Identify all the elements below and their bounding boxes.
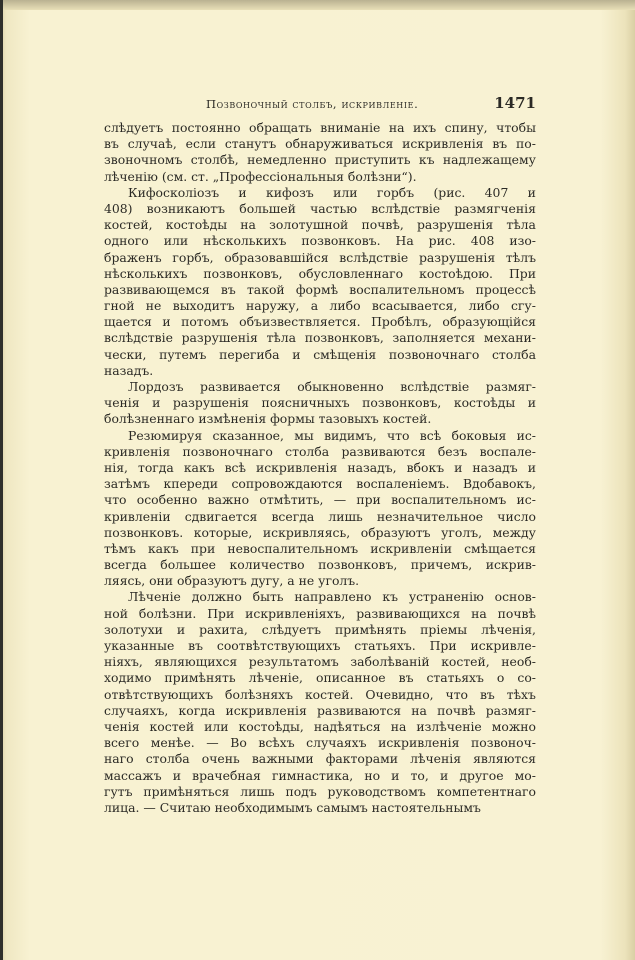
text-line: золотухи и рахита, слѣдуетъ примѣнять пріемы лѣченія, <box>104 621 536 637</box>
scan-top-edge <box>0 0 635 10</box>
text-line: ченія и разрушенія поясничныхъ позвонковъ, костоѣды и <box>104 395 536 411</box>
text-line: указанные въ соотвѣтствующихъ статьяхъ. При искривле- <box>104 638 536 653</box>
page-number: 1471 <box>494 94 536 112</box>
text-line: лѣченію (см. ст. „Профессіональныя болѣзни“). <box>104 168 417 184</box>
text-line: гутъ примѣняться лишь подъ руководствомъ компетентнаго <box>104 783 536 799</box>
text-line: ченія костей или костоѣды, надѣяться на излѣченіе можно <box>104 718 536 734</box>
text-line: 408) возникаютъ большей частью вслѣдствіе размягченія <box>104 200 536 216</box>
text-line: звоночномъ столбѣ, немедленно приступить къ надлежащему <box>104 152 536 168</box>
text-line: Кифосколіозъ и кифозъ или горбъ (рис. 407 и <box>128 184 536 200</box>
text-line: нѣсколькихъ позвонковъ, обусловленнаго костоѣдою. При <box>104 265 536 281</box>
text-line: Резюмируя сказанное, мы видимъ, что всѣ боковыя ис- <box>128 427 536 443</box>
article-body <box>104 120 536 816</box>
text-line: позвонковъ. которые, искривляясь, образуютъ уголъ, между <box>104 524 536 540</box>
text-line: ходимо примѣнять лѣченіе, описанное въ статьяхъ о со- <box>104 670 536 686</box>
scan-left-edge <box>0 0 3 960</box>
text-line: Лордозъ развивается обыкновенно вслѣдствіе размяг- <box>128 379 536 394</box>
text-line: Лѣченіе должно быть направлено къ устраненію основ- <box>128 589 536 605</box>
text-line: ніяхъ, являющихся результатомъ заболѣваній костей, необ- <box>104 654 536 670</box>
text-line: кривленіи сдвигается всегда лишь незначительное число <box>104 508 536 524</box>
text-line: затѣмъ кпереди сопровождаются воспаленіемъ. Вдобавокъ, <box>104 476 536 492</box>
text-line: чески, путемъ перегиба и смѣщенія позвоночнаго столба <box>104 346 536 362</box>
text-line: отвѣтствующихъ болѣзняхъ костей. Очевидно, что въ тѣхъ <box>104 686 536 702</box>
text-line: назадъ. <box>104 362 154 378</box>
text-line: наго столба очень важными факторами лѣченія являются <box>104 751 536 767</box>
text-line: гной не выходитъ наружу, а либо всасывается, либо сгу- <box>104 298 536 314</box>
text-line: тѣмъ какъ при невоспалительномъ искривленіи смѣщается <box>104 540 536 556</box>
text-line: массажъ и врачебная гимнастика, но и то, и другое мо- <box>104 767 536 783</box>
running-title: Позвоночный столбъ, искривленіе. <box>206 97 419 111</box>
text-line: вслѣдствіе разрушенія тѣла позвонковъ, заполняется механи- <box>104 330 536 346</box>
text-line: слѣдуетъ постоянно обращать вниманіе на ихъ спину, чтобы <box>104 120 536 135</box>
text-line: въ случаѣ, если станутъ обнаруживаться искривленія въ по- <box>104 136 536 152</box>
text-line: болѣзненнаго измѣненія формы тазовыхъ костей. <box>104 411 432 427</box>
text-line: нія, тогда какъ всѣ искривленія назадъ, вбокъ и назадъ и <box>104 459 536 475</box>
text-line: всего менѣе. — Во всѣхъ случаяхъ искривленія позвоноч- <box>104 735 536 751</box>
text-line: щается и потомъ объизвествляется. Пробѣлъ, образующійся <box>104 314 536 330</box>
text-line: костей, костоѣды на золотушной почвѣ, разрушенія тѣла <box>104 217 536 233</box>
text-line: ной болѣзни. При искривленіяхъ, развивающихся на почвѣ <box>104 605 536 621</box>
text-line: ляясь, они образуютъ дугу, а не уголъ. <box>104 573 360 589</box>
text-line: что особенно важно отмѣтить, — при воспалительномъ ис- <box>104 492 536 508</box>
text-line: лица. — Считаю необходимымъ самымъ настоятельнымъ <box>104 799 481 815</box>
running-header <box>104 94 536 112</box>
text-line: случаяхъ, когда искривленія развиваются на почвѣ размяг- <box>104 702 536 718</box>
text-line: всегда большее количество позвонковъ, причемъ, искрив- <box>104 557 536 573</box>
text-line: браженъ горбъ, образовавшійся вслѣдствіе разрушенія тѣлъ <box>104 249 536 265</box>
text-line: развивающемся въ такой формѣ воспалительномъ процессѣ <box>104 281 536 297</box>
text-line: одного или нѣсколькихъ позвонковъ. На рис. 408 изо- <box>104 233 536 249</box>
text-line: кривленія позвоночнаго столба развиваются безъ воспале- <box>104 443 536 459</box>
